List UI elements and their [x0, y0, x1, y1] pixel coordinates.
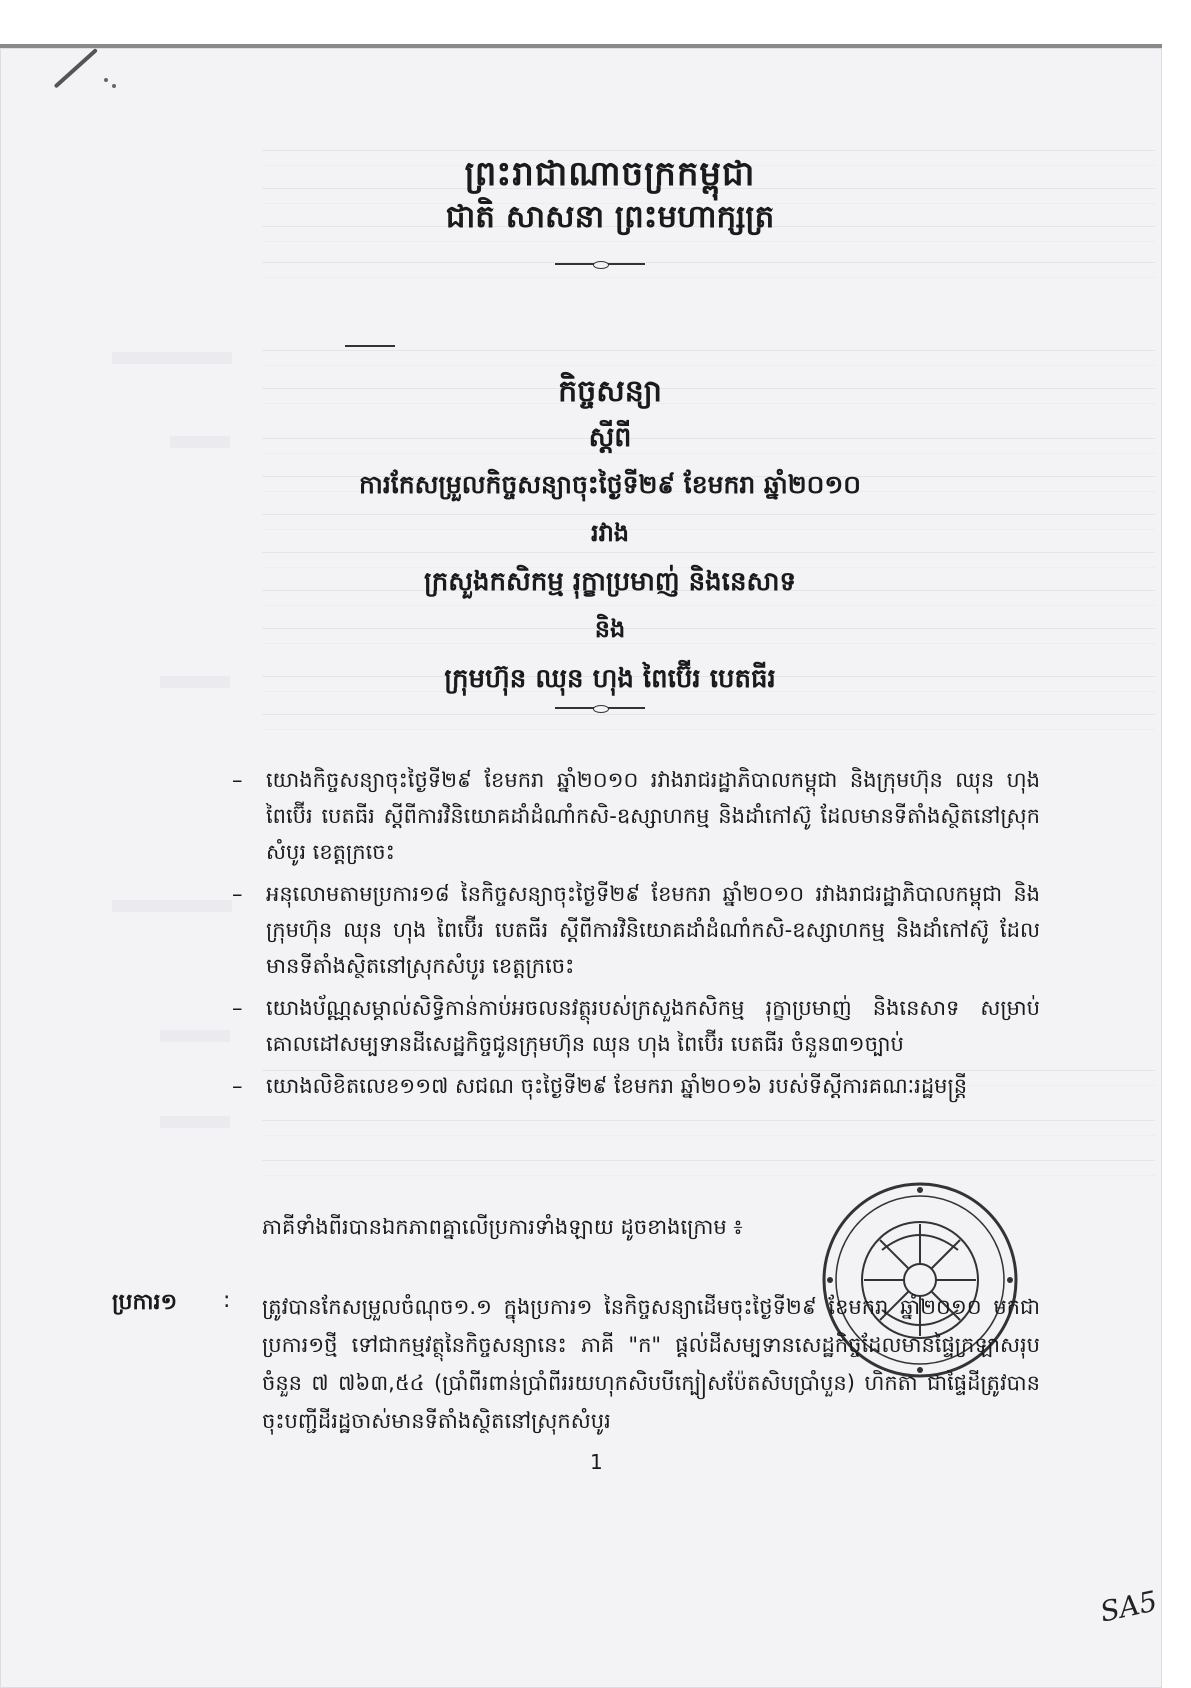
handwritten-signature: SA5 — [1097, 1584, 1161, 1629]
article-colon: : — [223, 1288, 231, 1313]
header-kingdom: ព្រះរាជាណាចក្រកម្ពុជា — [464, 154, 756, 194]
dash-marker: – — [232, 768, 243, 792]
recitals-list — [232, 762, 1040, 1110]
recital-text: យោងប័ណ្ណសម្គាល់សិទ្ធិកាន់កាប់អចលនវត្ថុរបស់ក្រសួងកសិកម្ម រុក្ខាប្រមាញ់ និងនេសាទ សម្រាប់គោលដៅសម្បទានដីសេដ្ឋកិច្ចជូនក្រុមហ៊ុន ឈុន ហុង ពៃប៊ើរ បេតធីរ ចំនួន៣១ច្បាប់ — [266, 996, 1040, 1056]
bleed-margin — [112, 352, 232, 364]
ink-dot — [104, 78, 108, 82]
recital-text: អនុលោមតាមប្រការ១៨ នៃកិច្ចសន្យាចុះថ្ងៃទី២៩ ខែមករា ឆ្នាំ២០១០ រវាងរាជរដ្ឋាភិបាលកម្ពុជា និងក្រុមហ៊ុន ឈុន ហុង ពៃប៊ើរ បេតធីរ ស្តីពីការវិនិយោគដាំដំណាំកសិ-ឧស្សាហកម្ម និងដាំកៅស៊ូ ដែលមានទីតាំងស្ថិតនៅស្រុកសំបូរ ខេត្តក្រចេះ — [266, 882, 1040, 978]
bleed-line — [262, 1160, 1155, 1176]
recital-item — [232, 990, 1040, 1062]
title-and: និង — [594, 615, 626, 643]
header-motto: ជាតិ សាសនា ព្រះមហាក្សត្រ — [445, 199, 775, 235]
page-number: 1 — [590, 1450, 603, 1474]
recital-item — [232, 762, 1040, 870]
title-on: ស្តីពី — [588, 422, 632, 453]
title-subject: ការកែសម្រួលកិច្ចសន្យាចុះថ្ងៃទី២៩ ខែមករា ឆ្នាំ២០១០ — [359, 470, 861, 499]
bleed-margin — [112, 900, 232, 912]
dash-marker: – — [232, 996, 243, 1020]
bleed-line — [262, 1120, 1155, 1136]
bleed-margin — [160, 1030, 230, 1042]
article-label: ប្រការ១ — [112, 1290, 178, 1315]
recital-text: យោងកិច្ចសន្យាចុះថ្ងៃទី២៩ ខែមករា ឆ្នាំ២០១០ រវាងរាជរដ្ឋាភិបាលកម្ពុជា និងក្រុមហ៊ុន ឈុន ហុង ពៃប៊ើរ បេតធីរ ស្តីពីការវិនិយោគដាំដំណាំកសិ-ឧស្សាហកម្ម និងដាំកៅស៊ូ ដែលមានទីតាំងស្ថិតនៅស្រុកសំបូរ ខេត្តក្រចេះ — [266, 768, 1040, 864]
ink-dot — [112, 84, 116, 88]
recital-item — [232, 1068, 1040, 1104]
short-rule — [345, 345, 395, 347]
title-company: ក្រុមហ៊ុន ឈុន ហុង ពៃប៊ើរ បេតធីរ — [444, 664, 776, 694]
dash-marker: – — [232, 882, 243, 906]
bleed-line — [262, 350, 1155, 366]
title-ministry: ក្រសួងកសិកម្ម រុក្ខាប្រមាញ់ និងនេសាទ — [424, 567, 796, 597]
ornament-divider — [555, 707, 645, 709]
bleed-margin — [170, 436, 230, 448]
ornament-divider — [555, 263, 645, 265]
bleed-line — [262, 714, 1155, 730]
bleed-margin — [160, 676, 230, 688]
article-text: ត្រូវបានកែសម្រួលចំណុច១.១ ក្នុងប្រការ១ នៃកិច្ចសន្យាដើមចុះថ្ងៃទី២៩ ខែមករា ឆ្នាំ២០១០ មកជាប្រការ១ថ្មី ទៅជាកម្មវត្ថុនៃកិច្ចសន្យានេះ ភាគី "ក" ផ្តល់ដីសម្បទានសេដ្ឋកិច្ចដែលមានផ្ទៃក្រឡាសរុបចំនួន ៧ ៧៦៣,៥៤ (ប្រាំពីរពាន់ប្រាំពីររយហុកសិបបីក្បៀសប៉ែតសិបប្រាំបួន) ហិកតា ជាផ្ទៃដីត្រូវបានចុះបញ្ជីដីរដ្ឋចាស់មានទីតាំងស្ថិតនៅស្រុកសំបូរ — [262, 1295, 1040, 1433]
bleed-margin — [160, 1116, 230, 1128]
recital-text: យោងលិខិតលេខ១១៧ សជណ ចុះថ្ងៃទី២៩ ខែមករា ឆ្នាំ២០១៦ របស់ទីស្តីការគណៈរដ្ឋមន្ត្រី — [266, 1074, 968, 1098]
recital-item — [232, 876, 1040, 984]
title-between: រវាង — [590, 519, 630, 547]
dash-marker: – — [232, 1074, 243, 1098]
parties-agreement: ភាគីទាំងពីរបានឯកភាពគ្នាលើប្រការទាំងឡាយ ដូចខាងក្រោម ៖ — [262, 1215, 743, 1239]
doc-type-title: កិច្ចសន្យា — [558, 374, 662, 409]
bleed-line — [262, 262, 1155, 278]
